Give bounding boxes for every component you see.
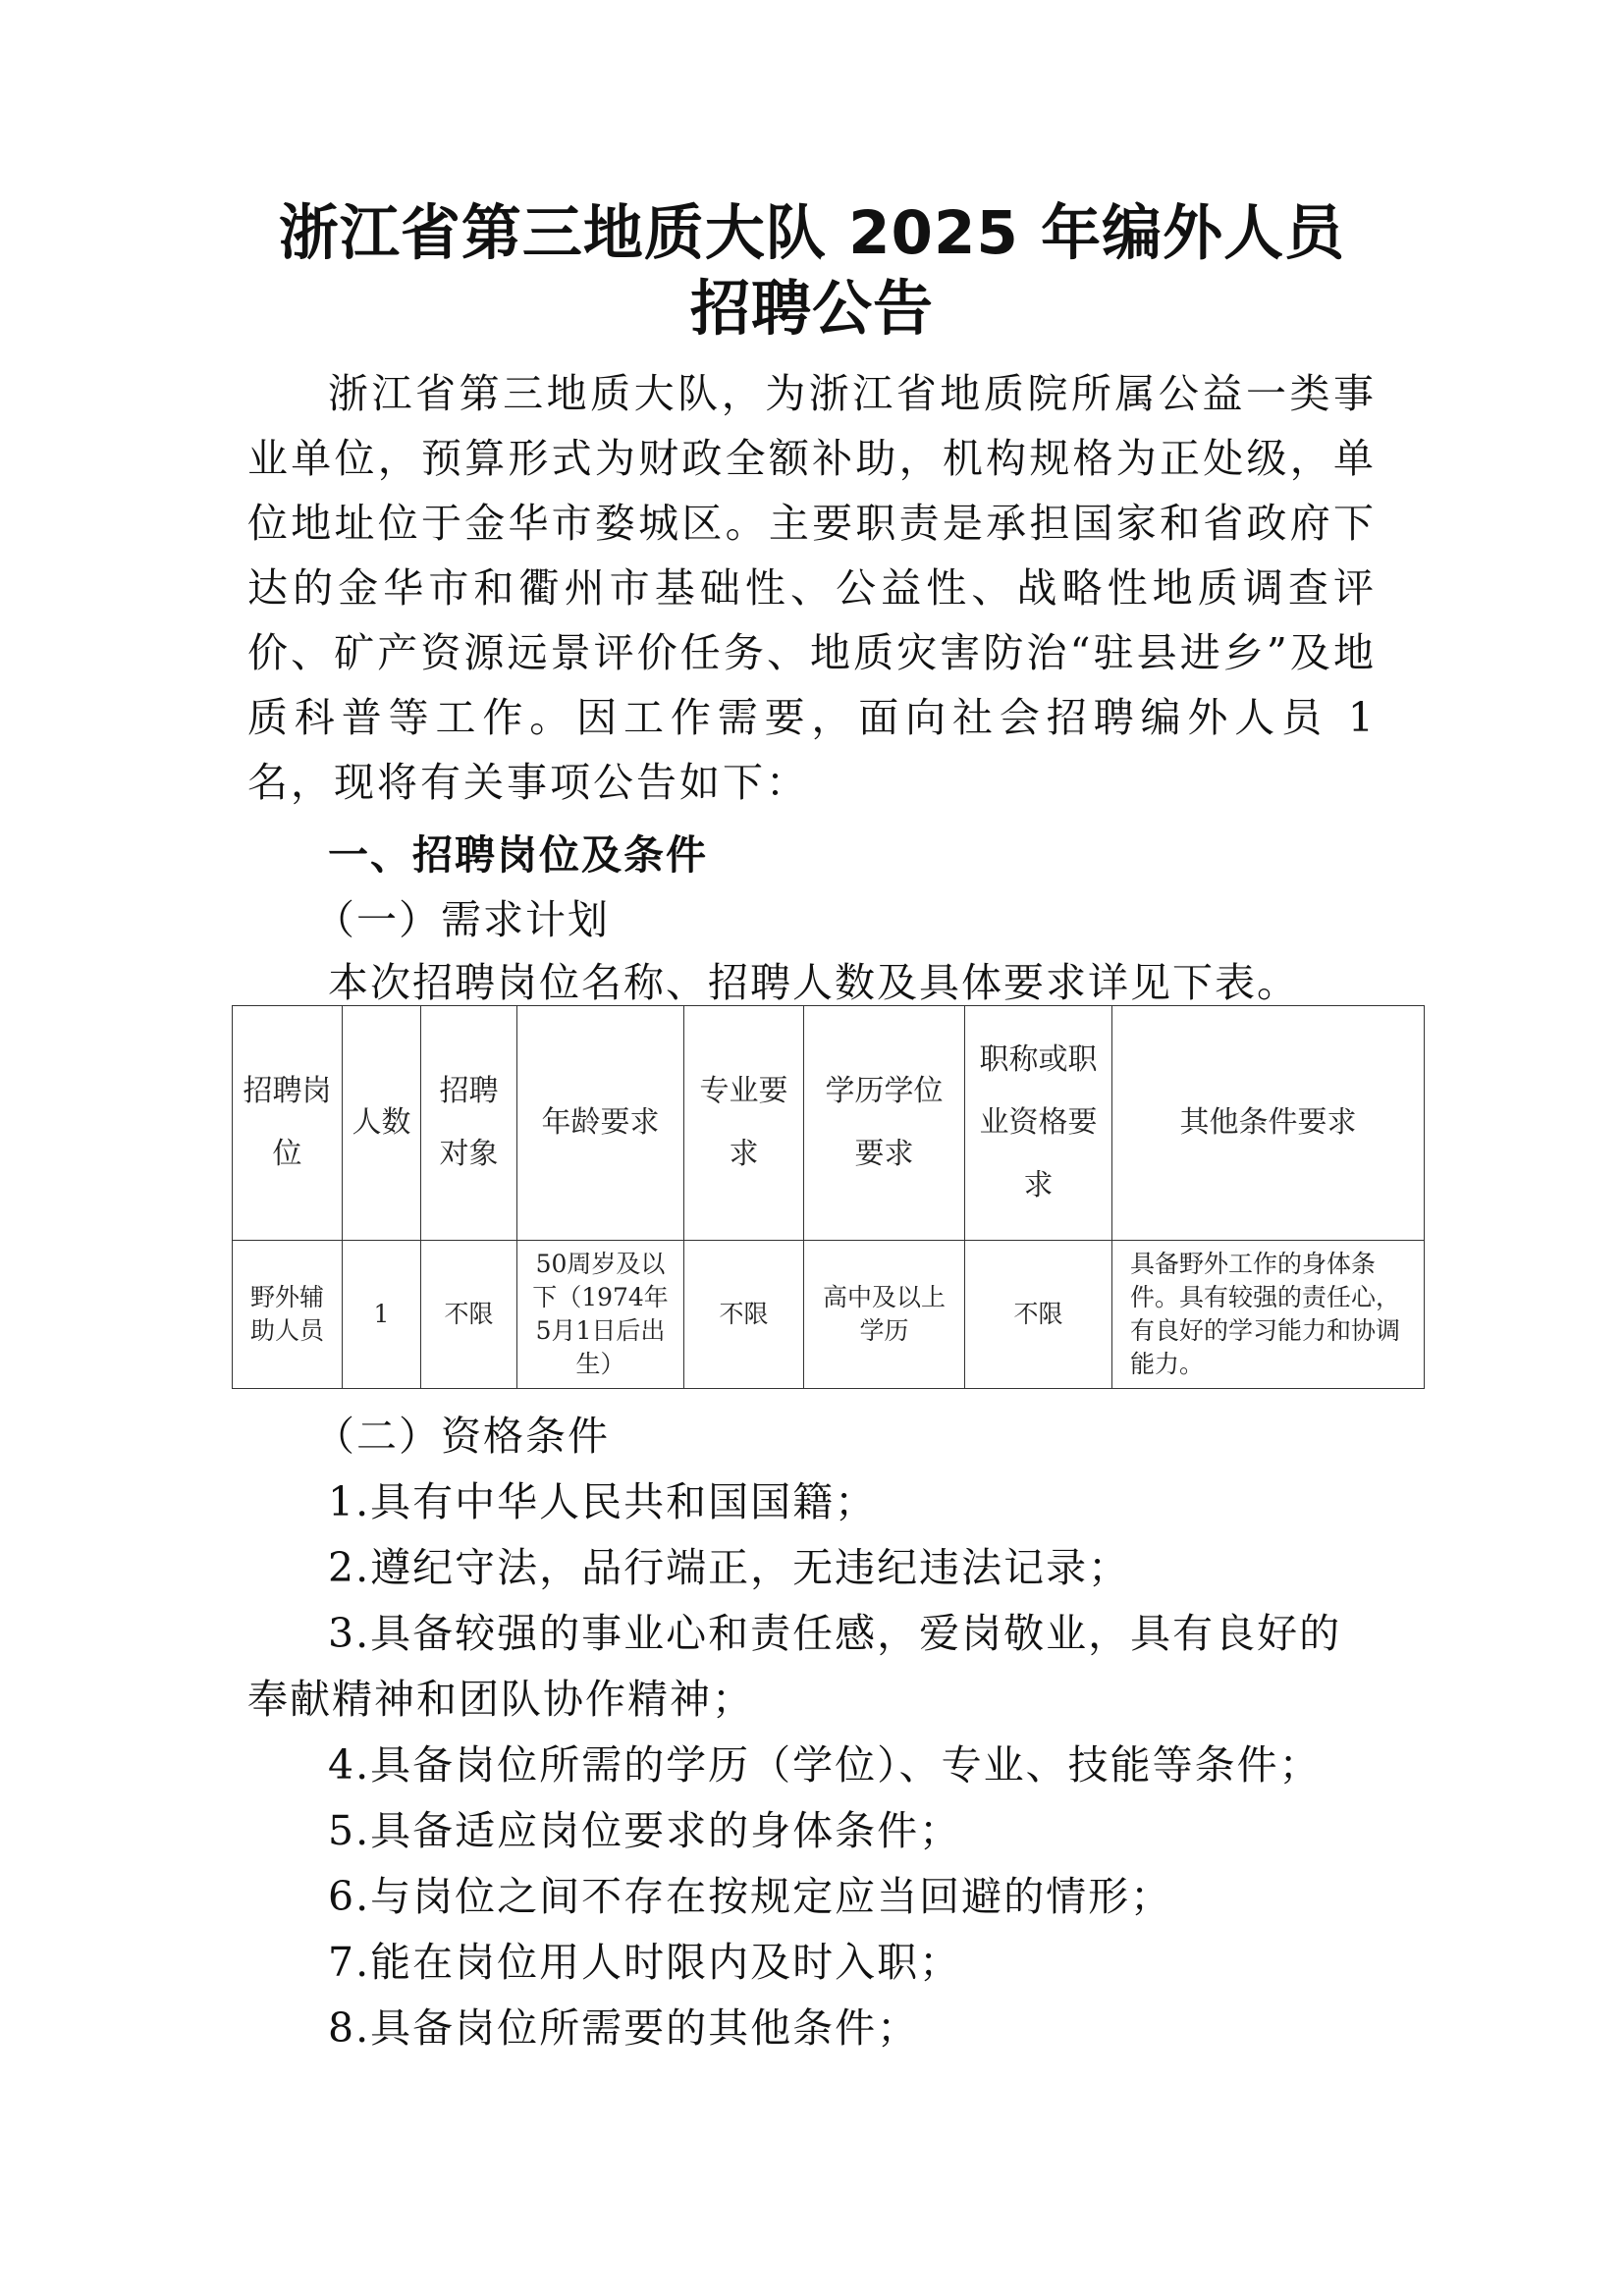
document-title-line1: 浙江省第三地质大队 2025 年编外人员 [278,198,1346,268]
intro-paragraph: 浙江省第三地质大队，为浙江省地质院所属公益一类事业单位，预算形式为财政全额补助，机构规格为正处级，单位地址位于金华市婺城区。主要职责是承担国家和省政府下达的金华市和衢州市基础性、公益性、战略性地质调查评价、矿产资源远景评价任务、地质灾害防治“驻县进乡”及地质科普等工作。因工作需要，面向社会招聘编外人员 1 名，现将有关事项公告如下： [247,370,1377,806]
qualification-item: 8.具备岗位所需要的其他条件； [328,2004,920,2052]
qualification-item: 6.与岗位之间不存在按规定应当回避的情形； [328,1873,1173,1920]
table-cell: 不限 [965,1241,1112,1389]
qualification-item-continued: 奉献精神和团队协作精神； [247,1676,754,1723]
qualification-item: 7.能在岗位用人时限内及时入职； [328,1939,962,1986]
table-cell: 不限 [684,1241,804,1389]
qualification-item: 1.具有中华人民共和国国籍； [328,1478,878,1525]
recruitment-table [232,1005,1425,1389]
qualification-item: 3.具备较强的事业心和责任感，爱岗敬业，具有良好的 [328,1610,1342,1657]
subsection-2-heading: （二）资格条件 [314,1413,610,1460]
qualification-item: 4.具备岗位所需的学历（学位）、专业、技能等条件； [328,1741,1322,1789]
header-cell: 招聘岗位 [233,1006,343,1241]
header-cell: 招聘对象 [421,1006,517,1241]
section-1-heading: 一、招聘岗位及条件 [328,831,708,879]
table-cell: 具备野外工作的身体条件。具有较强的责任心，有良好的学习能力和协调能力。 [1112,1241,1425,1389]
table-intro-text: 本次招聘岗位名称、招聘人数及具体要求详见下表。 [328,959,1299,1006]
header-cell: 年龄要求 [517,1006,684,1241]
qualification-item: 5.具备适应岗位要求的身体条件； [328,1807,962,1854]
table-cell: 不限 [421,1241,517,1389]
table-cell: 野外辅助人员 [233,1241,343,1389]
header-cell: 其他条件要求 [1112,1006,1425,1241]
table-cell: 1 [343,1241,421,1389]
table-header-row [233,1006,1425,1241]
document-title-line2: 招聘公告 [689,274,934,344]
qualification-item: 2.遵纪守法，品行端正，无违纪违法记录； [328,1544,1131,1591]
table-cell: 50周岁及以下（1974年5月1日后出生） [517,1241,684,1389]
table-row [233,1241,1425,1389]
header-cell: 人数 [343,1006,421,1241]
header-cell: 学历学位要求 [804,1006,965,1241]
header-cell: 职称或职业资格要求 [965,1006,1112,1241]
header-cell: 专业要求 [684,1006,804,1241]
subsection-1-heading: （一）需求计划 [314,896,610,943]
table-cell: 高中及以上学历 [804,1241,965,1389]
